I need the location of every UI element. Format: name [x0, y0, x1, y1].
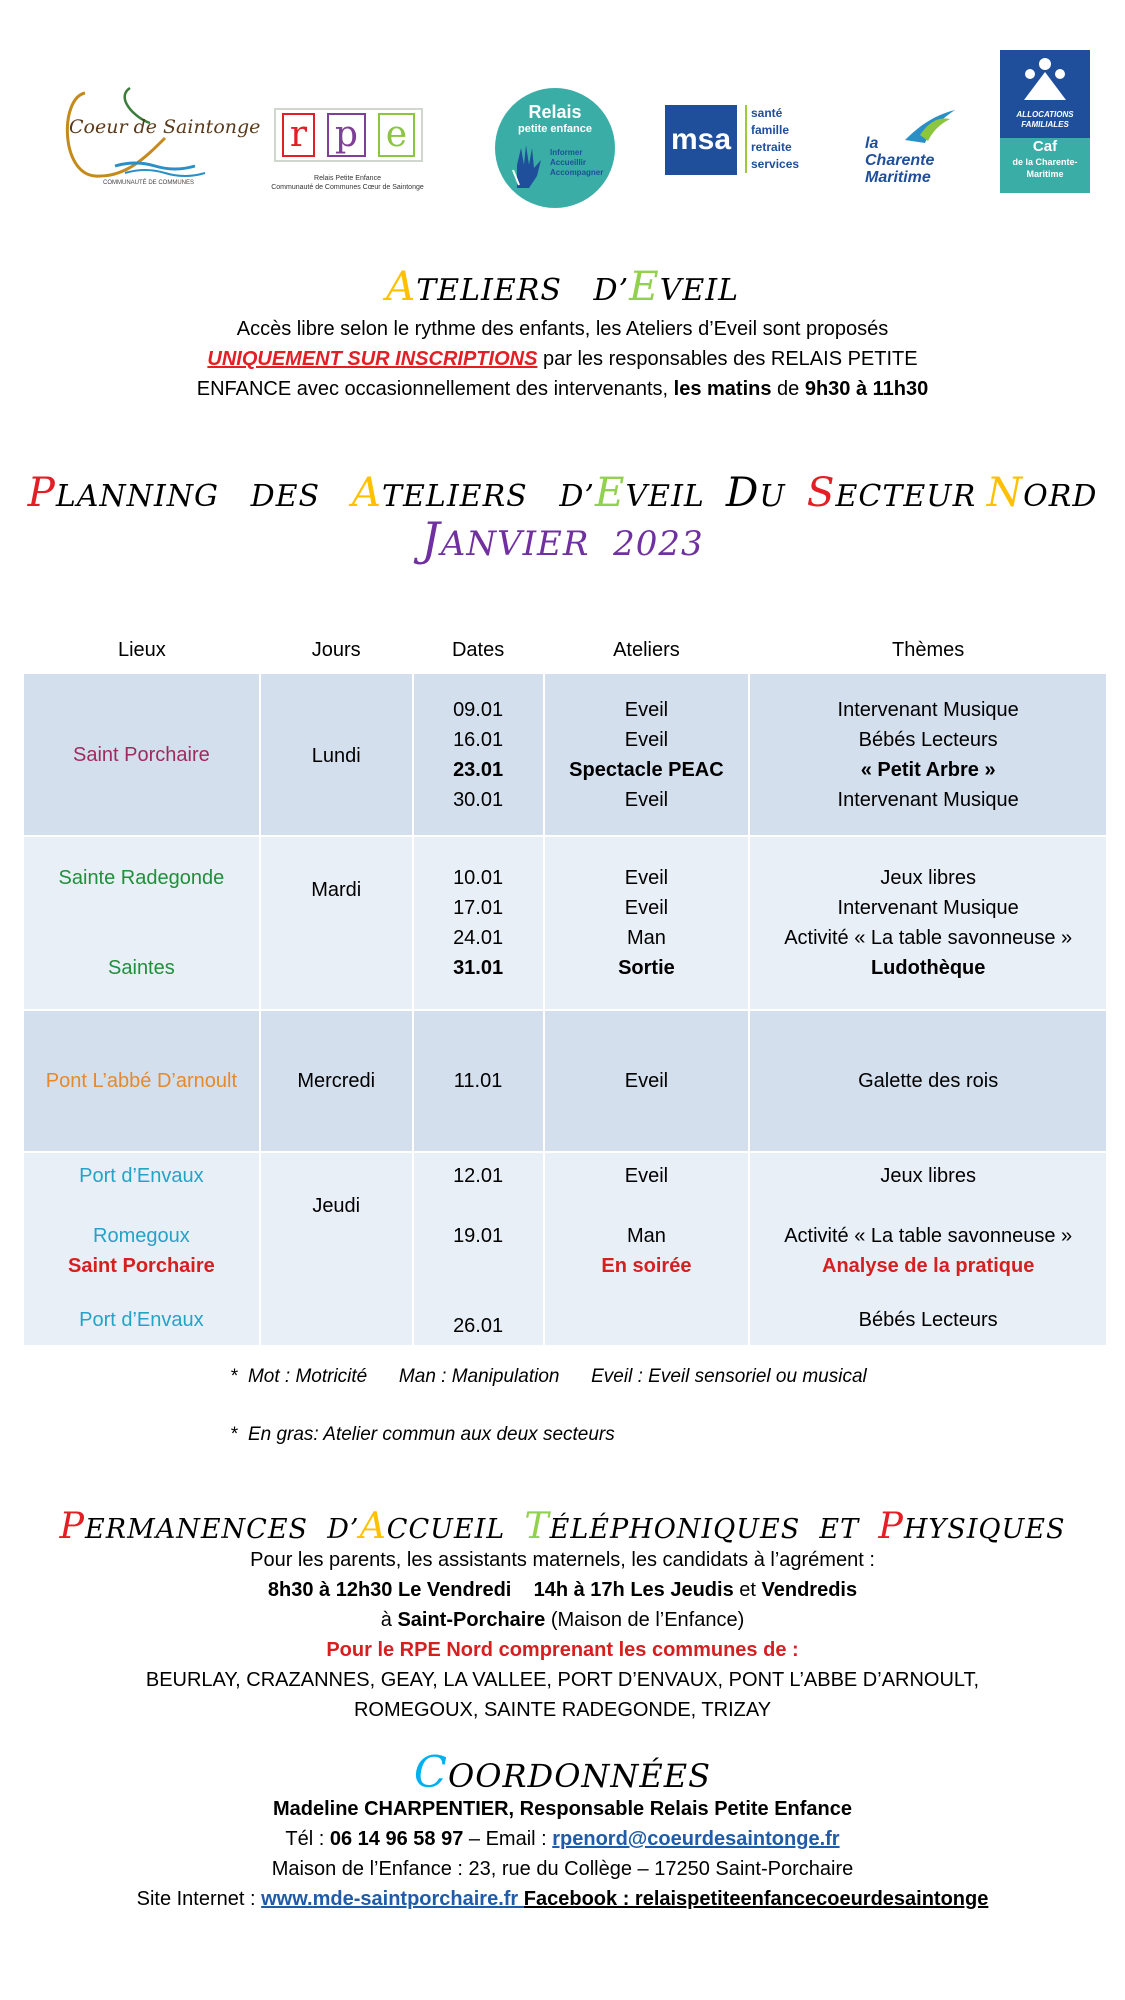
- col-header-themes: Thèmes: [892, 638, 965, 661]
- cell-ateliers: Eveil Eveil Spectacle PEAC Eveil: [544, 674, 750, 836]
- perm-line-5: BEURLAY, CRAZANNES, GEAY, LA VALLEE, PORT D’ENVAUX, PONT L’ABBE D’ARNOULT,: [145, 1669, 980, 1691]
- cell-themes: Galette des rois: [749, 1010, 1107, 1152]
- cell-dates: 12.01 19.01 26.01: [413, 1152, 544, 1346]
- contact-line: Tél : 06 14 96 58 97 – Email : rpenord@coeurdesaintonge.fr: [285, 1828, 840, 1850]
- perm-line-6: ROMEGOUX, SAINTE RADEGONDE, TRIZAY: [353, 1699, 772, 1721]
- caf-logo: [1000, 50, 1090, 193]
- relais-logo-accueillir: Accueillir: [550, 158, 587, 167]
- rpe-letters: r p e: [274, 108, 423, 162]
- email-link[interactable]: rpenord@coeurdesaintonge.fr: [552, 1828, 840, 1850]
- permanences-title: PERMANENCES D’ACCUEIL TÉLÉPHONIQUES ET PHYSIQUES: [59, 1504, 1066, 1547]
- address: Maison de l’Enfance : 23, rue du Collège – 17250 Saint-Porchaire: [271, 1858, 854, 1880]
- cell-dates: 11.01: [413, 1010, 544, 1152]
- intro-text: [0, 314, 1125, 404]
- cell-lieu: Sainte Radegonde Saintes: [24, 836, 260, 1010]
- legend-bold-note: * En gras: Atelier commun aux deux secteurs: [230, 1424, 615, 1445]
- cell-dates: 10.01 17.01 24.01 31.01: [413, 836, 544, 1010]
- cell-lieu: Pont L’abbé D’arnoult: [24, 1010, 260, 1152]
- caf-logo-5: Maritime: [1026, 169, 1064, 179]
- cell-jour: Mercredi: [260, 1010, 413, 1152]
- table-row: [24, 1152, 1107, 1346]
- table-row: [24, 836, 1107, 1010]
- phone-number: 06 14 96 58 97: [329, 1828, 464, 1850]
- legend-abbreviations: * Mot : Motricité Man : Manipulation Eveil : Eveil sensoriel ou musical: [230, 1366, 867, 1387]
- coordonnees-text: [0, 1794, 1125, 1914]
- cell-lieu: Port d’Envaux Romegoux Saint Porchaire Port d’Envaux: [24, 1152, 260, 1346]
- col-header-lieux: Lieux: [117, 638, 166, 661]
- cell-dates: 09.01 16.01 23.01 30.01: [413, 674, 544, 836]
- cell-jour: Mardi: [260, 836, 413, 1010]
- relais-petite-enfance-logo: [495, 88, 615, 208]
- hands-icon: [509, 140, 549, 190]
- caf-logo-3: Caf: [1032, 138, 1058, 155]
- cell-themes: Jeux libres Intervenant Musique Activité « La table savonneuse » Ludothèque: [749, 836, 1107, 1010]
- msa-line-2: famille: [751, 123, 790, 137]
- msa-logo: [665, 103, 820, 178]
- charente-logo-2: Charente: [865, 152, 935, 169]
- msa-line-1: santé: [751, 106, 783, 120]
- col-header-jours: Jours: [311, 638, 361, 661]
- msa-line-4: services: [751, 157, 800, 171]
- cell-lieu: Saint Porchaire: [24, 674, 260, 836]
- cell-themes: Jeux libres Activité « La table savonneuse » Analyse de la pratique Bébés Lecteurs: [749, 1152, 1107, 1346]
- col-header-dates: Dates: [451, 638, 505, 661]
- perm-line-1: Pour les parents, les assistants maternels, les candidats à l’agrément :: [250, 1549, 875, 1571]
- facebook-link[interactable]: Facebook : relaispetiteenfancecoeurdesaintonge: [523, 1888, 989, 1910]
- coeur-de-saintonge-logo: [55, 78, 261, 188]
- website-link[interactable]: www.mde-saintporchaire.fr: [261, 1888, 524, 1910]
- col-header-ateliers: Ateliers: [613, 638, 680, 661]
- charente-logo-3: Maritime: [865, 169, 931, 186]
- cell-themes: Intervenant Musique Bébés Lecteurs « Petit Arbre » Intervenant Musique: [749, 674, 1107, 836]
- rpe-sub-2: Communauté de Communes Cœur de Saintonge: [271, 184, 424, 191]
- caf-logo-2: FAMILIALES: [1021, 120, 1069, 129]
- family-icon: [1018, 56, 1072, 104]
- relais-logo-sub: petite enfance: [518, 123, 592, 135]
- cell-jour: Jeudi: [260, 1152, 413, 1346]
- relais-logo-accompagner: Accompagner: [550, 168, 604, 177]
- relais-logo-informer: Informer: [550, 148, 583, 157]
- rpe-logo: [270, 108, 425, 200]
- planning-table: [24, 626, 1108, 1347]
- month-title: JANVIER 2023: [421, 512, 704, 566]
- intro-line-3: ENFANCE avec occasionnellement des intervenants, les matins de 9h30 à 11h30: [196, 378, 929, 400]
- perm-line-2: 8h30 à 12h30 Le Vendredi 14h à 17h Les Jeudis et Vendredis: [267, 1579, 858, 1601]
- msa-line-3: retraite: [751, 140, 792, 154]
- cell-jour: Lundi: [260, 674, 413, 836]
- intro-line-2: UNIQUEMENT SUR INSCRIPTIONS par les responsables des RELAIS PETITE: [207, 348, 918, 370]
- caf-logo-1: ALLOCATIONS: [1016, 110, 1074, 119]
- permanences-text: [0, 1545, 1125, 1725]
- perm-line-4: Pour le RPE Nord comprenant les communes de :: [326, 1639, 799, 1661]
- web-line: Site Internet : www.mde-saintporchaire.fr Facebook : relaispetiteenfancecoeurdesaintonge: [136, 1888, 989, 1910]
- coordonnees-title: COORDONNÉES: [413, 1748, 712, 1798]
- msa-logo-mark: msa: [665, 105, 737, 175]
- intro-line-1: Accès libre selon le rythme des enfants, les Ateliers d’Eveil sont proposés: [236, 318, 889, 340]
- table-header-row: [24, 626, 1107, 674]
- caf-logo-4: de la Charente-: [1012, 157, 1078, 167]
- rpe-sub-1: Relais Petite Enfance: [314, 175, 381, 182]
- charente-maritime-logo: [865, 105, 965, 195]
- cell-ateliers: Eveil Man En soirée: [544, 1152, 750, 1346]
- cell-ateliers: Eveil: [544, 1010, 750, 1152]
- cell-ateliers: Eveil Eveil Man Sortie: [544, 836, 750, 1010]
- coeur-logo-sub: COMMUNAUTÉ DE COMMUNES: [103, 180, 194, 186]
- relais-logo-title: Relais: [528, 102, 582, 122]
- table-row: [24, 1010, 1107, 1152]
- inscriptions-emphasis: UNIQUEMENT SUR INSCRIPTIONS: [207, 348, 538, 370]
- coeur-logo-text: Coeur de Saintonge: [69, 116, 261, 138]
- planning-title: PLANNING DES ATELIERS D’EVEIL DU SECTEUR NORD: [27, 468, 1098, 516]
- perm-line-3: à Saint-Porchaire (Maison de l’Enfance): [380, 1609, 745, 1631]
- ateliers-title: ATELIERS D’EVEIL: [385, 262, 740, 310]
- contact-name: Madeline CHARPENTIER, Responsable Relais Petite Enfance: [272, 1798, 853, 1820]
- table-row: [24, 674, 1107, 836]
- charente-logo-1: la: [865, 135, 879, 152]
